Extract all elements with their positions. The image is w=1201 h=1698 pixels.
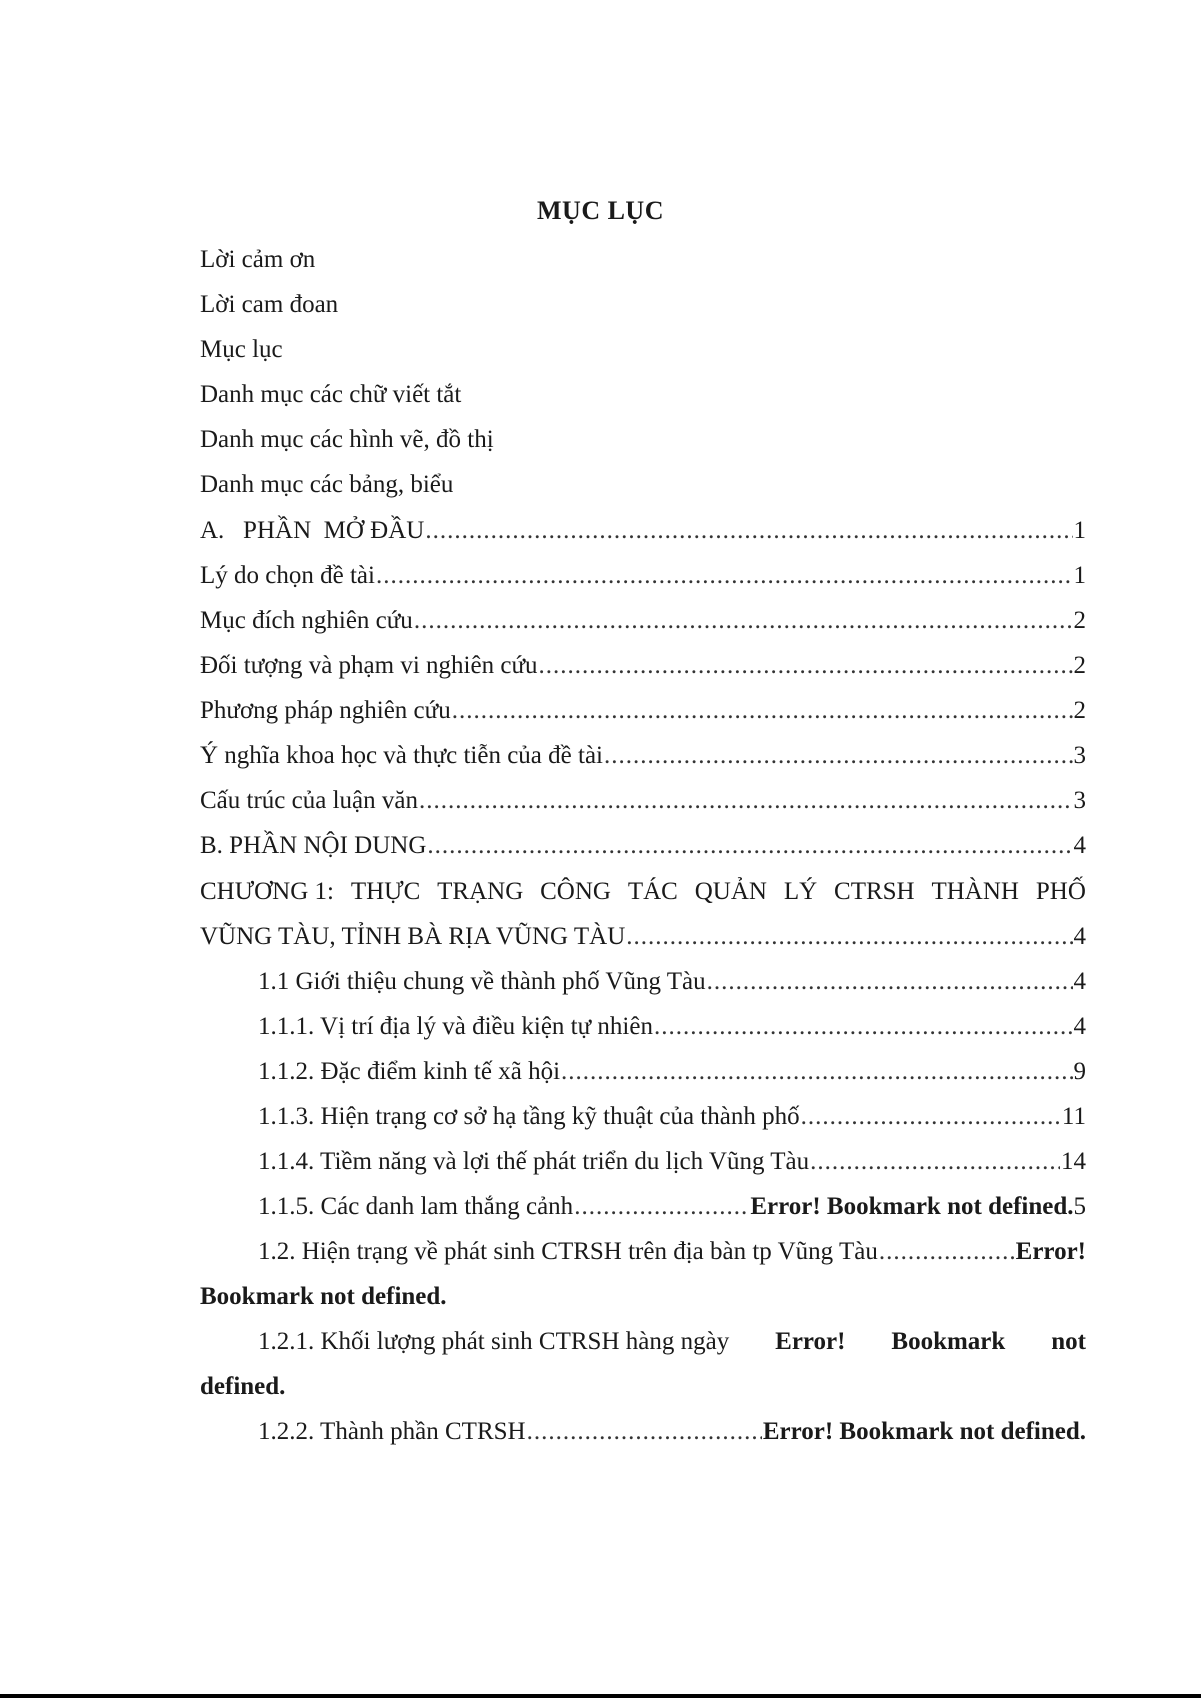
bookmark-error: Error! Bookmark not defined. bbox=[762, 1418, 1086, 1445]
front-matter-item: Danh mục các hình vẽ, đồ thị bbox=[200, 426, 494, 453]
toc-entry bbox=[200, 516, 1086, 546]
page-title: MỤC LỤC bbox=[537, 196, 664, 225]
toc-entry-page: 4 bbox=[1073, 923, 1086, 950]
toc-entry bbox=[258, 1102, 1086, 1132]
toc-entry-label: 1.2.1. Khối lượng phát sinh CTRSH hàng ngày bbox=[258, 1328, 730, 1355]
toc-entry-page: 4 bbox=[1073, 832, 1086, 859]
front-matter-item: Lời cảm ơn bbox=[200, 246, 316, 273]
toc-entry-label: 1.1.3. Hiện trạng cơ sở hạ tầng kỹ thuật của thành phố bbox=[258, 1103, 800, 1130]
page-bottom-edge bbox=[0, 1694, 1201, 1698]
chapter-word: TÁC bbox=[627, 878, 678, 905]
chapter-word: CHƯƠNG 1: bbox=[200, 878, 334, 905]
chapter-word: CÔNG bbox=[540, 878, 611, 905]
toc-entry-label: A. PHẦN MỞ ĐẦU bbox=[200, 517, 425, 544]
bookmark-error: Error! Bookmark not defined. bbox=[750, 1193, 1074, 1220]
bookmark-error-continued: Bookmark not defined. bbox=[200, 1283, 447, 1310]
toc-entry-label: Mục đích nghiên cứu bbox=[200, 607, 413, 634]
chapter-word: THÀNH bbox=[931, 878, 1019, 905]
toc-entry-label: 1.2. Hiện trạng về phát sinh CTRSH trên địa bàn tp Vũng Tàu bbox=[258, 1238, 878, 1265]
dot-leader bbox=[539, 651, 1073, 681]
dot-leader bbox=[427, 831, 1072, 861]
toc-entry-label: B. PHẦN NỘI DUNG bbox=[200, 832, 427, 859]
bookmark-error: Error! bbox=[775, 1328, 846, 1355]
toc-entry-label: 1.2.2. Thành phần CTRSH bbox=[258, 1418, 526, 1445]
toc-entry-page: 3 bbox=[1073, 742, 1086, 769]
toc-entry-label: Ý nghĩa khoa học và thực tiễn của đề tài bbox=[200, 742, 603, 769]
toc-entry-page: 11 bbox=[1061, 1103, 1086, 1130]
dot-leader bbox=[604, 741, 1073, 771]
toc-entry-page: 1 bbox=[1073, 517, 1086, 544]
toc-entry-page: 4 bbox=[1073, 968, 1086, 995]
toc-entry-justified bbox=[258, 1327, 1086, 1357]
toc-entry-label: 1.1.1. Vị trí địa lý và điều kiện tự nhiên bbox=[258, 1013, 653, 1040]
dot-leader bbox=[626, 922, 1072, 952]
toc-entry-label: 1.1.5. Các danh lam thắng cảnh bbox=[258, 1193, 574, 1220]
toc-entry-label: 1.1 Giới thiệu chung về thành phố Vũng Tàu bbox=[258, 968, 706, 995]
toc-entry-label: Cấu trúc của luận văn bbox=[200, 787, 418, 814]
toc-entry-page: 3 bbox=[1073, 787, 1086, 814]
dot-leader bbox=[414, 606, 1073, 636]
dot-leader bbox=[561, 1057, 1072, 1087]
toc-entry-page: 4 bbox=[1073, 1013, 1086, 1040]
dot-leader bbox=[452, 696, 1073, 726]
toc-entry-page: 2 bbox=[1073, 697, 1086, 724]
toc-entry-page: 2 bbox=[1073, 652, 1086, 679]
dot-leader bbox=[574, 1192, 749, 1222]
toc-entry bbox=[200, 606, 1086, 636]
toc-entry bbox=[200, 922, 1086, 952]
toc-entry bbox=[200, 696, 1086, 726]
toc-entry bbox=[258, 1147, 1086, 1177]
toc-entry bbox=[200, 741, 1086, 771]
toc-entry-label: 1.1.4. Tiềm năng và lợi thế phát triển du lịch Vũng Tàu bbox=[258, 1148, 810, 1175]
dot-leader bbox=[810, 1147, 1060, 1177]
bookmark-error: not bbox=[1051, 1328, 1086, 1355]
dot-leader bbox=[419, 786, 1073, 816]
toc-entry-label: Đối tượng và phạm vi nghiên cứu bbox=[200, 652, 538, 679]
chapter-word: QUẢN bbox=[694, 878, 767, 905]
bookmark-error-continued: defined. bbox=[200, 1373, 286, 1400]
toc-entry bbox=[200, 651, 1086, 681]
dot-leader bbox=[654, 1012, 1073, 1042]
front-matter-item: Danh mục các bảng, biểu bbox=[200, 471, 454, 498]
bookmark-error: Bookmark bbox=[891, 1328, 1006, 1355]
toc-entry bbox=[258, 1192, 1086, 1222]
toc-entry-page: 14 bbox=[1061, 1148, 1086, 1175]
dot-leader bbox=[879, 1237, 1015, 1267]
toc-entry-page: 1 bbox=[1073, 562, 1086, 589]
toc-entry-label: 1.1.2. Đặc điểm kinh tế xã hội bbox=[258, 1058, 561, 1085]
toc-entry bbox=[258, 1057, 1086, 1087]
toc-entry bbox=[200, 561, 1086, 591]
chapter-word: PHỐ bbox=[1035, 878, 1086, 905]
dot-leader bbox=[527, 1417, 762, 1447]
chapter-word: TRẠNG bbox=[437, 878, 524, 905]
dot-leader bbox=[707, 967, 1073, 997]
toc-entry bbox=[258, 1417, 1086, 1447]
front-matter-item: Mục lục bbox=[200, 336, 283, 363]
toc-entry bbox=[258, 1012, 1086, 1042]
dot-leader bbox=[801, 1102, 1061, 1132]
toc-entry-page: 2 bbox=[1073, 607, 1086, 634]
chapter-word: CTRSH bbox=[834, 878, 915, 905]
chapter-heading-line1 bbox=[200, 877, 1086, 907]
toc-entry bbox=[258, 967, 1086, 997]
dot-leader bbox=[425, 516, 1072, 546]
toc-entry-page: 9 bbox=[1073, 1058, 1086, 1085]
front-matter-item: Danh mục các chữ viết tắt bbox=[200, 381, 462, 408]
toc-entry-page: 5 bbox=[1073, 1193, 1086, 1220]
chapter-word: LÝ bbox=[783, 878, 818, 905]
toc-entry bbox=[258, 1237, 1086, 1267]
dot-leader bbox=[376, 561, 1073, 591]
toc-entry-label: VŨNG TÀU, TỈNH BÀ RỊA VŨNG TÀU bbox=[200, 923, 626, 950]
toc-entry-label: Lý do chọn đề tài bbox=[200, 562, 375, 589]
toc-entry bbox=[200, 831, 1086, 861]
toc-entry-label: Phương pháp nghiên cứu bbox=[200, 697, 451, 724]
chapter-word: THỰC bbox=[350, 878, 421, 905]
front-matter-item: Lời cam đoan bbox=[200, 291, 339, 318]
toc-entry bbox=[200, 786, 1086, 816]
bookmark-error: Error! bbox=[1015, 1238, 1086, 1265]
